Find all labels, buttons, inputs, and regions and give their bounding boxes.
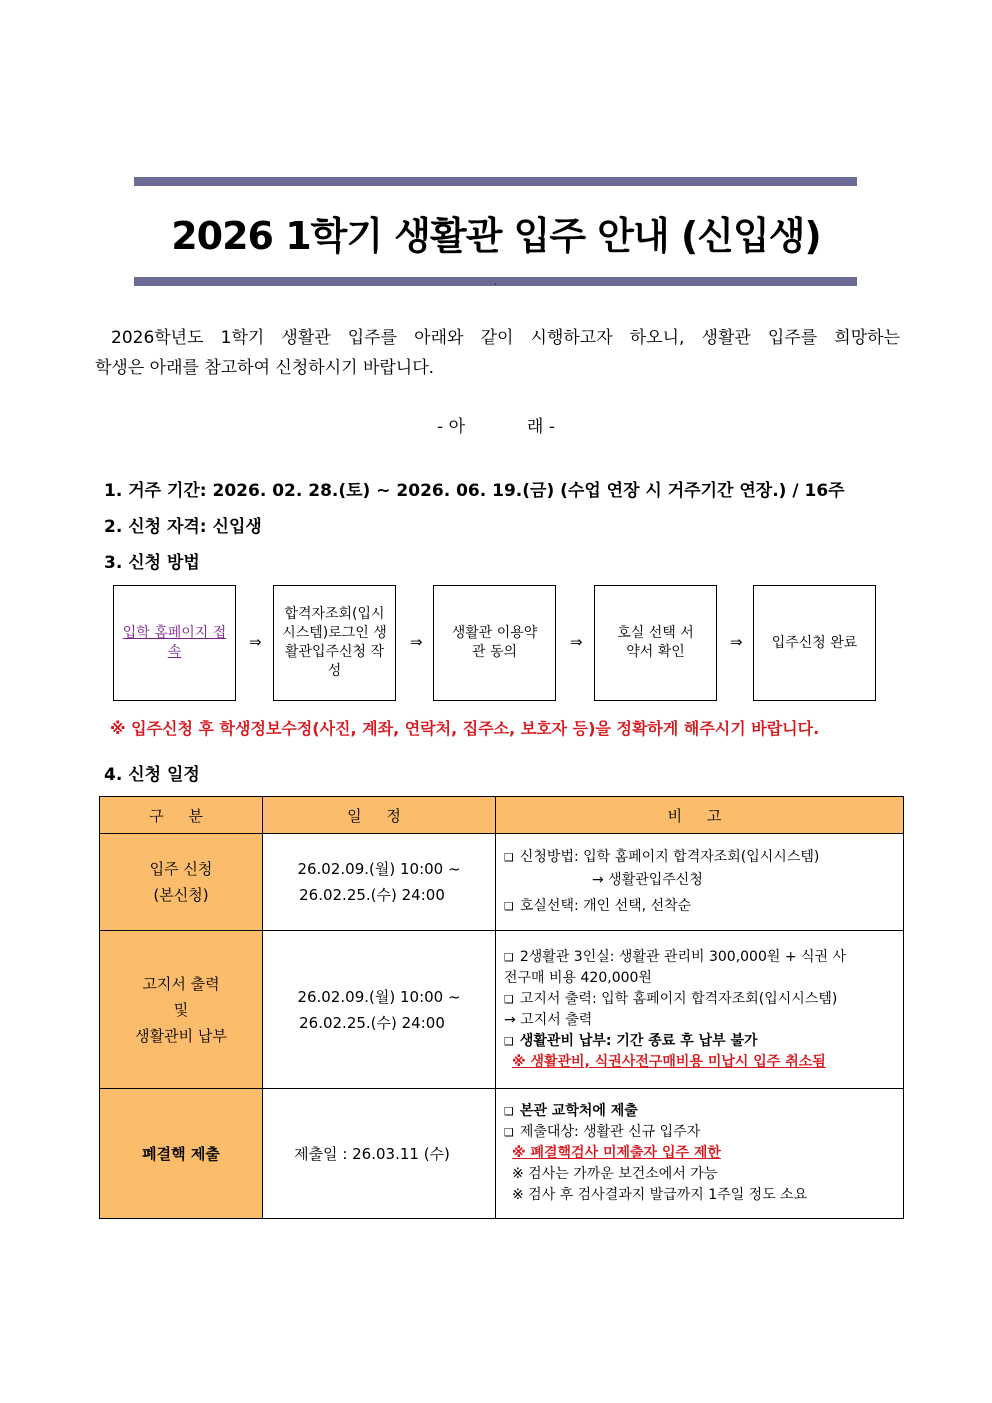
row-remarks (496, 931, 904, 1089)
schedule-line: 26.02.25.(수) 24:00 (299, 1013, 445, 1032)
remark-line: ❑ 호실선택: 개인 선택, 선착순 (504, 895, 895, 918)
ahrae-left: - 아 (437, 417, 465, 437)
row-remarks (496, 834, 904, 931)
category-line: (본신청) (153, 886, 209, 904)
title-top-rule (134, 177, 857, 186)
remark-line: ❑ 생활관비 납부: 기간 종료 후 납부 불가 (504, 1031, 895, 1052)
schedule-line: 26.02.09.(월) 10:00 ~ (297, 987, 461, 1006)
category-line: 및 (173, 1000, 189, 1019)
flow-step-complete (753, 585, 876, 701)
row-schedule (263, 1089, 496, 1219)
category-line: 입주 신청 (149, 860, 213, 878)
page-title: 2026 1학기 생활관 입주 안내 (신입생) (171, 214, 821, 258)
row-category (100, 931, 263, 1089)
schedule-line: 26.02.09.(월) 10:00 ~ (297, 860, 461, 878)
section-eligibility: 2. 신청 자격: 신입생 (104, 517, 262, 537)
category-line: 고지서 출력 (142, 974, 220, 993)
rule-dot: · (494, 280, 497, 289)
table-row (100, 834, 904, 931)
intro-line-1: 2026학년도 1학기 생활관 입주를 아래와 같이 시행하고자 하오니, 생활관 입주를 희망하는 (111, 328, 900, 348)
table-row (100, 1089, 904, 1219)
flow-step-login (273, 585, 396, 701)
remark-line: → 고지서 출력 (504, 1011, 593, 1028)
row-category (100, 834, 263, 931)
ahrae-right: 래 - (527, 417, 555, 437)
header-remarks: 비 고 (496, 797, 904, 834)
flow-arrow: ⇒ (249, 633, 262, 651)
flow-step-homepage[interactable] (113, 585, 236, 701)
remark-line: ❑ 본관 교학처에 제출 (504, 1101, 895, 1122)
header-schedule: 일 정 (263, 797, 496, 834)
flow-step-agreement (433, 585, 556, 701)
tb-restriction-warning: ※ 폐결핵검사 미제출자 입주 제한 (512, 1145, 721, 1161)
remark-line: ※ 검사 후 검사결과지 발급까지 1주일 정도 소요 (512, 1187, 808, 1203)
intro-line-2: 학생은 아래를 참고하여 신청하시기 바랍니다. (95, 358, 435, 378)
flow-arrow: ⇒ (730, 633, 743, 651)
row-category (100, 1089, 263, 1219)
row-schedule (263, 834, 496, 931)
remark-line: ※ 검사는 가까운 보건소에서 가능 (512, 1166, 718, 1182)
flow-step-complete-label: 입주신청 완료 (771, 634, 858, 651)
flow-arrow: ⇒ (570, 633, 583, 651)
flow-step-login-label: 합격자조회(입시시스템)로그인 생활관입주신청 작성 (282, 606, 387, 679)
remark-line: 전구매 비용 420,000원 (504, 969, 652, 986)
row-remarks (496, 1089, 904, 1219)
remark-line: ❑ 제출대상: 생활관 신규 입주자 (504, 1122, 895, 1143)
section-residence-period: 1. 거주 기간: 2026. 02. 28.(토) ~ 2026. 06. 19.(금) (수업 연장 시 거주기간 연장.) / 16주 (104, 481, 845, 501)
remark-line: ❑ 신청방법: 입학 홈페이지 합격자조회(입시시스템) (504, 846, 895, 869)
intro-paragraph (95, 323, 900, 383)
section-schedule: 4. 신청 일정 (104, 765, 200, 785)
row-schedule (263, 931, 496, 1089)
table-row (100, 931, 904, 1089)
schedule-table (99, 796, 904, 1219)
unpaid-cancel-warning: ※ 생활관비, 식권사전구매비용 미납시 입주 취소됨 (512, 1053, 826, 1070)
category-line: 생활관비 납부 (135, 1026, 227, 1045)
info-update-notice: ※ 입주신청 후 학생정보수정(사진, 계좌, 연락처, 집주소, 보호자 등)을 정확하게 해주시기 바랍니다. (110, 719, 820, 738)
schedule-line: 제출일 : 26.03.11 (수) (294, 1144, 450, 1163)
remark-line: ❑ 2생활관 3인실: 생활관 관리비 300,000원 + 식권 사 (504, 947, 895, 968)
header-category: 구 분 (100, 797, 263, 834)
flow-arrow: ⇒ (410, 633, 423, 651)
flow-step-room-select (594, 585, 717, 701)
remark-line: → 생활관입주신청 (592, 872, 703, 888)
flow-step-agreement-label: 생활관 이용약관 동의 (451, 625, 538, 660)
homepage-link[interactable]: 입학 홈페이지 접속 (122, 625, 227, 660)
flow-step-room-select-label: 호실 선택 서약서 확인 (617, 625, 694, 660)
category-line: 폐결핵 제출 (142, 1144, 220, 1163)
remark-line: ❑ 고지서 출력: 입학 홈페이지 합격자조회(입시시스템) (504, 989, 895, 1010)
table-header-row (100, 797, 904, 834)
ahrae-heading (0, 412, 992, 437)
section-application-method: 3. 신청 방법 (104, 553, 200, 573)
schedule-line: 26.02.25.(수) 24:00 (299, 886, 445, 904)
